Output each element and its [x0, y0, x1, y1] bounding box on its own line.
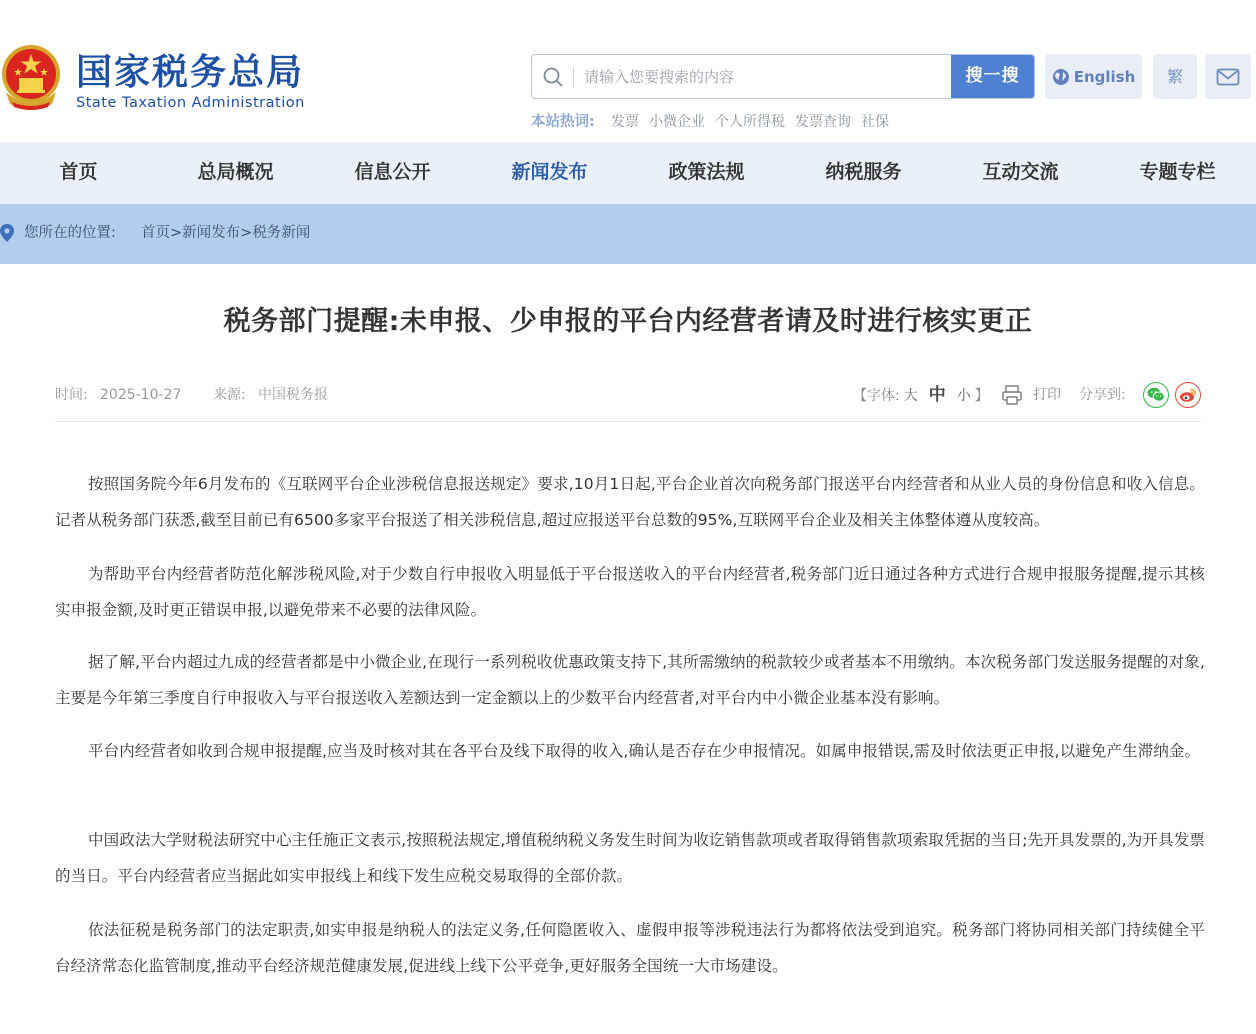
search-divider: [573, 67, 574, 87]
share-wechat-button[interactable]: [1143, 382, 1169, 408]
breadcrumb-link-home[interactable]: 首页: [141, 225, 170, 241]
hot-word-link[interactable]: 个人所得税: [715, 114, 785, 130]
english-version-button[interactable]: [1045, 54, 1142, 99]
mail-button[interactable]: [1205, 54, 1251, 99]
nav-item-info-disclosure[interactable]: 信息公开: [354, 161, 431, 183]
publish-date: 2025-10-27: [100, 387, 182, 403]
font-size-bracket-close: 】: [974, 388, 989, 404]
article-paragraph: 为帮助平台内经营者防范化解涉税风险,对于少数自行申报收入明显低于平台报送收入的平台内经营者,税务部门近日通过各种方式进行合规申报服务提醒,提示其核实申报金额,及时更正错误申报,以避免带来不必要的法律风险。: [55, 565, 1205, 619]
source-label: 来源:: [213, 387, 246, 403]
breadcrumb-link-news[interactable]: 新闻发布: [182, 225, 241, 241]
wechat-icon: [1147, 387, 1165, 403]
article-title: 税务部门提醒:未申报、少申报的平台内经营者请及时进行核实更正: [223, 306, 1033, 337]
font-size-tools: [853, 385, 989, 406]
article-paragraph: 依法征税是税务部门的法定职责,如实申报是纳税人的法定义务,任何隐匿收入、虚假申报等涉税违法行为都将依法受到追究。税务部门将协同相关部门持续健全平台经济常态化监管制度,推动平台经济规范健康发展,促进线上线下公平竞争,更好服务全国统一大市场建设。: [55, 921, 1205, 975]
article-source: 中国税务报: [258, 387, 328, 403]
font-size-label: 【字体:: [853, 388, 900, 404]
share-label: 分享到:: [1079, 387, 1126, 403]
printer-icon[interactable]: [1001, 384, 1023, 406]
share-weibo-button[interactable]: [1175, 382, 1201, 408]
national-emblem-icon[interactable]: [0, 42, 62, 112]
nav-item-home[interactable]: 首页: [59, 161, 98, 183]
traditional-chinese-button[interactable]: 繁: [1153, 54, 1197, 99]
nav-item-overview[interactable]: 总局概况: [197, 161, 274, 183]
site-title[interactable]: 国家税务总局: [76, 51, 305, 93]
globe-icon: [1052, 68, 1070, 86]
location-pin-icon: [0, 224, 14, 242]
weibo-icon: [1179, 387, 1197, 403]
hot-word-link[interactable]: 小微企业: [649, 114, 705, 130]
hot-word-link[interactable]: 发票: [611, 114, 639, 130]
site-subtitle-en: State Taxation Administration: [76, 95, 305, 111]
meta-divider: [55, 421, 1201, 422]
breadcrumb: [141, 223, 310, 243]
hot-words-label: 本站热词:: [531, 114, 595, 130]
nav-item-interaction[interactable]: 互动交流: [982, 161, 1059, 183]
hot-word-link[interactable]: 社保: [861, 114, 889, 130]
search-input[interactable]: [584, 56, 944, 97]
hot-word-link[interactable]: 发票查询: [795, 114, 851, 130]
article-paragraph: 平台内经营者如收到合规申报提醒,应当及时核对其在各平台及线下取得的收入,确认是否存在少申报情况。如属申报错误,需及时依法更正申报,以避免产生滞纳金。: [88, 742, 1201, 760]
breadcrumb-separator: >: [240, 225, 253, 241]
search-box: [531, 54, 1035, 99]
breadcrumb-label: 您所在的位置:: [24, 225, 116, 241]
breadcrumb-separator: >: [170, 225, 183, 241]
font-size-large-button[interactable]: 大: [903, 388, 918, 404]
main-nav: [0, 142, 1256, 204]
article-paragraph: 中国政法大学财税法研究中心主任施正文表示,按照税法规定,增值税纳税义务发生时间为收讫销售款项或者取得销售款项索取凭据的当日;先开具发票的,为开具发票的当日。平台内经营者应当据此如实申报线上和线下发生应税交易取得的全部价款。: [55, 831, 1205, 885]
time-label: 时间:: [55, 387, 88, 403]
breadcrumb-link-tax-news[interactable]: 税务新闻: [252, 225, 311, 241]
nav-item-policy[interactable]: 政策法规: [668, 161, 745, 183]
site-header: [0, 0, 1256, 142]
nav-item-tax-service[interactable]: 纳税服务: [825, 161, 902, 183]
english-label: English: [1073, 67, 1136, 86]
article-paragraph: 按照国务院今年6月发布的《互联网平台企业涉税信息报送规定》要求,10月1日起,平台企业首次向税务部门报送平台内经营者和从业人员的身份信息和收入信息。记者从税务部门获悉,截至目前已有6500多家平台报送了相关涉税信息,超过应报送平台总数的95%,互联网平台企业及相关主体整体遵从度较高。: [55, 475, 1205, 529]
font-size-medium-button[interactable]: 中: [928, 385, 946, 405]
article-paragraph: 据了解,平台内超过九成的经营者都是中小微企业,在现行一系列税收优惠政策支持下,其所需缴纳的税款较少或者基本不用缴纳。本次税务部门发送服务提醒的对象,主要是今年第三季度自行申报收入与平台报送收入差额达到一定金额以上的少数平台内经营者,对平台内中小微企业基本没有影响。: [55, 653, 1205, 707]
nav-item-news[interactable]: 新闻发布: [511, 161, 588, 183]
font-size-small-button[interactable]: 小: [956, 388, 971, 404]
search-icon: [542, 66, 564, 88]
envelope-icon: [1216, 68, 1240, 86]
print-button[interactable]: 打印: [1033, 387, 1061, 403]
nav-item-special-topics[interactable]: 专题专栏: [1139, 161, 1216, 183]
hot-words-list: [611, 112, 899, 132]
search-button[interactable]: 搜一搜: [951, 55, 1034, 98]
